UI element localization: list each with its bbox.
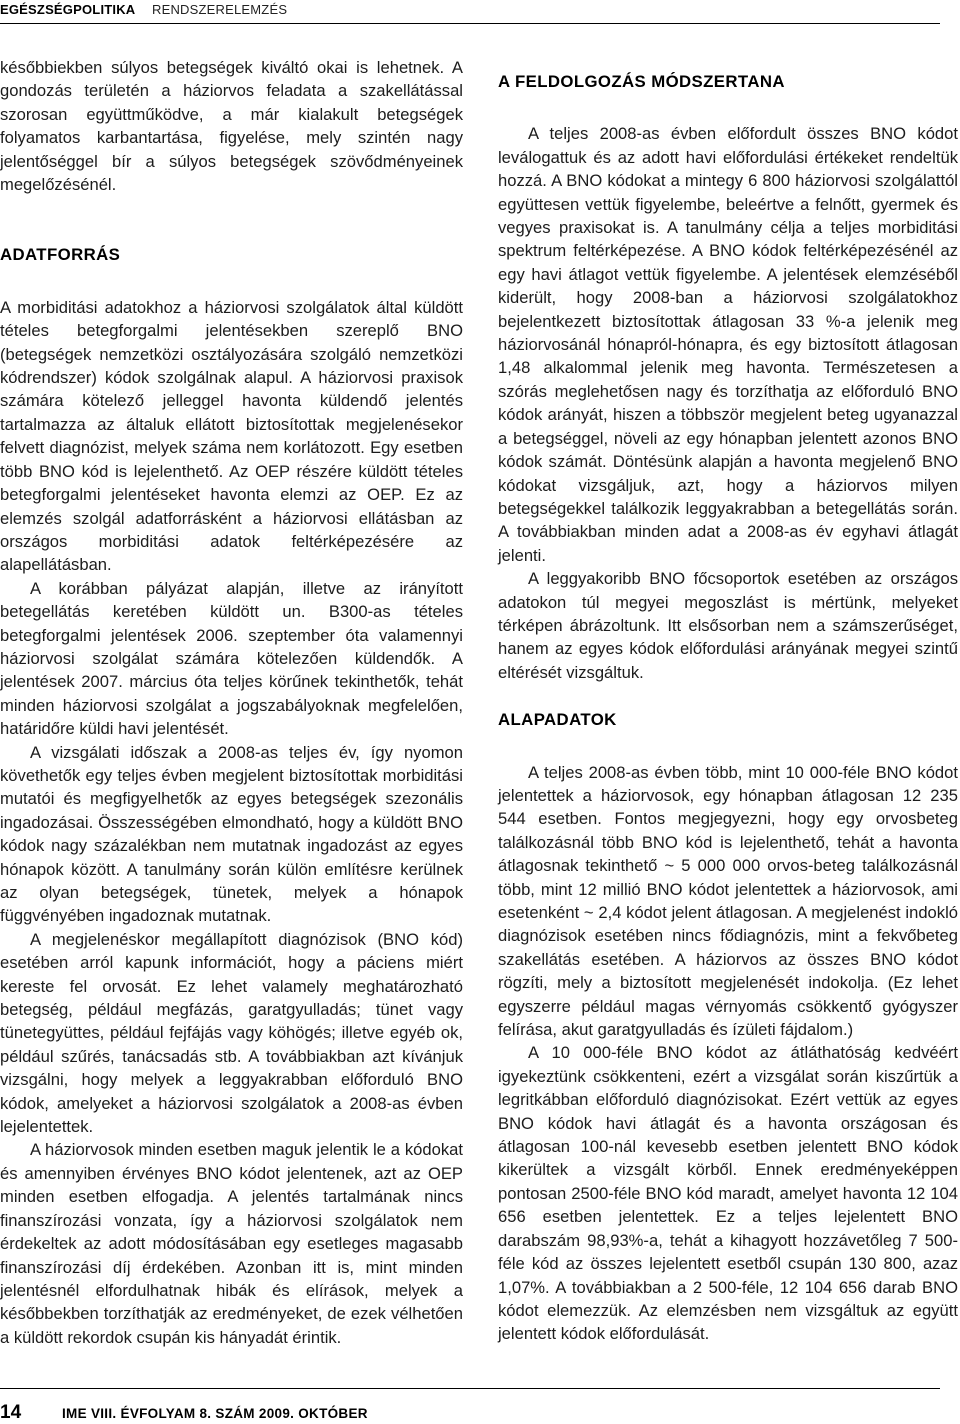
- body-paragraph: A vizsgálati időszak a 2008-as teljes év, így nyomon követhetők egy teljes évben megjelent biztosítottak morbiditási mutatói és megfigyelhetők az egyes betegségek szezonális ingadozásai. Összességében elmondható, hogy a küldött BNO kódok nagy százalékban nem mutatnak ingadozást az egyes hónapok között. A tanulmány során külön említésre kerülnek az olyan betegségek, tünetek, melyek a hónapok függvényében ingadoznak mutatnak.: [0, 742, 463, 926]
- page-number: 14: [0, 1402, 22, 1423]
- heading-adatforras: ADATFORRÁS: [0, 245, 121, 265]
- body-paragraph: A korábban pályázat alapján, illetve az irányított betegellátás keretében küldött un. B300-as tételes betegforgalmi jelentések 2006. szeptember óta valamennyi háziorvosi szolgálat számára kötelezően küldendők. A jelentések 2007. március óta teljes körűnek tekinthetők, tehát minden háziorvosi szolgálat a jogszabályoknak megfelelően, határidőre küldi havi jelentését.: [0, 578, 463, 739]
- intro-paragraph: későbbiekben súlyos betegségek kiváltó okai is lehetnek. A gondozás területén a háziorvos feladata a szakellátással szorosan együttműködve, a már kialakult betegségek folyamatos karbantartása, figyelése, mely szintén nagy jelentőséggel bír a súlyos betegségek szövődményeinek megelőzésénél.: [0, 58, 463, 195]
- body-paragraph: A háziorvosok minden esetben maguk jelentik le a kódokat és amennyiben érvényes BNO kódot jelentenek, azt az OEP minden esetben elfogadja. A jelentés tartalmának nincs finanszírozási vonzata, így a háziorvosi szolgálatok nem érdekeltek az adott módosításában egy esetleges magasabb finanszírozási díj érdekében. Azonban itt is, mint minden jelentésnél elfordulhatnak hibák és elírások, melyek a későbbekben torzíthatják az eredményeket, de ezek vélhetően a küldött rekordok csupán kis hányadát érintik.: [0, 1140, 463, 1347]
- section-label: EGÉSZSÉGPOLITIKA: [0, 2, 136, 17]
- heading-alapadatok: ALAPADATOK: [498, 710, 617, 730]
- subsection-label: RENDSZERELEMZÉS: [152, 2, 288, 17]
- header-rule: [0, 23, 940, 24]
- body-paragraph: A 10 000-féle BNO kódot az átláthatóság kedvéért igyekeztünk csökkenteni, ezért a vizsgálat során kiszűrtük a legritkábban előforduló diagnózisokat. Ezért vettük az egyes BNO kódok havi átlagát és a havonta országosan és átlagosan 100-nál kevesebb esetben jelentett BNO kódok kikerültek a vizsgált körből. Ennek eredményeképpen pontosan 2500-féle BNO kód maradt, amelyet havonta 12 104 656 esetben jelentettek. Ez a teljes lejelentett BNO darabszám 98,93%-a, tehát a kihagyott hozzávetőleg 7 500-féle kód az összes lejelentett esetből csupán 130 800, azaz 1,07%. A továbbiakban a 2 500-féle, 12 104 656 darab BNO kódot elemezzük. Az elemzésben nem vizsgáltuk az együtt jelentett kódok előfordulását.: [498, 1043, 958, 1344]
- page-header: [0, 0, 960, 28]
- page-footer: [0, 1388, 960, 1423]
- body-paragraph: A megjelenéskor megállapított diagnózisok (BNO kód) esetében arról kapunk információt, hogy a páciens miért kereste fel orvosát. Ez lehet valamely meghatározható betegség, például megfázás, garatgyulladás; tünet vagy tünetegyüttes, például fejfájás vagy köhögés; illetve egyéb ok, például szűrés, tanácsadás stb. A továbbiakban azt kívánjuk vizsgálni, hogy melyek a leggyakrabban előforduló BNO kódok, amelyeket a háziorvosi szolgálatok a 2008-as évben lejelentettek.: [0, 929, 463, 1137]
- body-paragraph: A teljes 2008-as évben előfordult összes BNO kódot leválogattuk és az adott havi előfordulási értékeket rendeltük hozzá. A BNO kódokat a mintegy 6 800 háziorvosi szolgálattól együttesen vettük figyelembe, beleértve a felnőtt, gyermek és vegyes praxisokat is. A tanulmány célja a teljes morbiditási spektrum feltérképezése. A BNO kódok feltérképezésénél az egy havi átlagot vettük figyelembe. A jelentések elemzéséből kiderült, hogy 2008-ban a háziorvosi szolgálatokhoz bejelentkezett biztosítottak átlagosan 33 %-a jelenik meg háziorvosánál hónapról-hónapra, és egy biztosított átlagosan 1,48 alkalommal jelenik meg havonta. Természetesen a szórás meglehetősen nagy és torzíthatja az előforduló BNO kódok arányát, hiszen a többször megjelent beteg ugyanazzal a betegséggel, növeli az egy hónapban jelentett azonos BNO kódok számát. Döntésünk alapján a havonta megjelenő BNO kódokat vizsgáljuk, azt, hogy a háziorvos milyen betegségekkel találkozik leggyakrabban a betegellátás során. A továbbiakban minden adat a 2008-as év egyhavi átlagát jelenti.: [498, 124, 958, 565]
- body-paragraph: A leggyakoribb BNO főcsoportok esetében az országos adatokon túl megyei megoszlást is mértünk, melyeket térképen ábrázoltunk. Itt elsősorban nem a számszerűséget, hanem az egyes kódok előfordulási arányának megyei szintű eltérését vizsgáltuk.: [498, 569, 958, 682]
- left-column: [0, 56, 463, 1349]
- body-paragraph: A teljes 2008-as évben több, mint 10 000-féle BNO kódot jelentettek a háziorvosok, egy hónapban átlagosan 12 235 544 esetben. Fontos megjegyezni, hogy egy orvosbeteg találkozásnál több BNO kód is lejelenthető, tehát a havonta átlagosnak tekinthető ~ 5 000 000 orvos-beteg találkozásnál több, mint 12 millió BNO kódot jelentettek a háziorvosok, ami esetenként ~ 2,4 kódot jelent átlagosan. A megjelenést indokló diagnózisok esetében nincs fődiagnózis, mint a fekvőbeteg szakellátás esetében. A háziorvos az összes BNO kódot rögzíti, mely a biztosított megjelenését indokolja. (Ez lehet egyszerre például magas vérnyomás csökkentő gyógyszer felírása, akut garatgyulladás és ízületi fájdalom.): [498, 762, 958, 1040]
- right-column: [498, 70, 958, 1346]
- journal-info: IME VIII. ÉVFOLYAM 8. SZÁM 2009. OKTÓBER: [62, 1406, 368, 1421]
- body-paragraph: A morbiditási adatokhoz a háziorvosi szolgálatok által küldött tételes betegforgalmi jelentésekben szereplő BNO (betegségek nemzetközi osztályozására szolgáló nemzetközi kódrendszer) kódok szolgálnak alapul. A háziorvosi praxisok számára kötelező jelleggel havonta küldendő jelentés tartalmazza az általuk ellátott biztosítottak megjelenésekor felvett diagnózist, melyek száma nem korlátozott. Egy esetben több BNO kód is lejelenthető. Az OEP részére küldött tételes betegforgalmi jelentéseket havonta elemzi az OEP. Ez az elemzés szolgál adatforrásként a háziorvosi ellátásban az országos morbiditási adatok feltérképezésére az alapellátásban.: [0, 297, 463, 575]
- heading-feldolgozas-modszertana: A FELDOLGOZÁS MÓDSZERTANA: [498, 72, 785, 91]
- footer-rule: [0, 1388, 940, 1389]
